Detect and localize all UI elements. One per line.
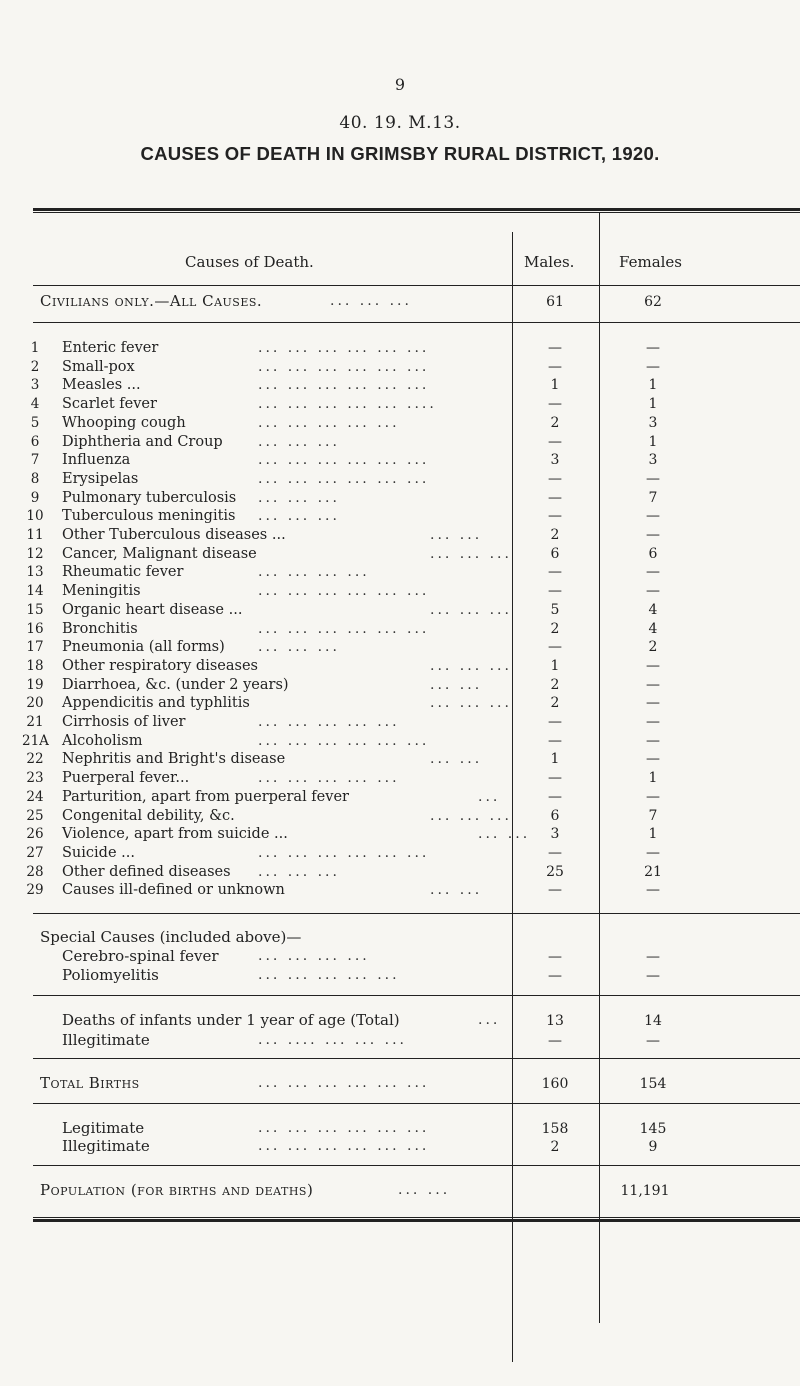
cause-leader: ... ... ...: [258, 639, 340, 655]
cause-number: 25: [26, 808, 44, 824]
cause-label: Scarlet fever: [62, 396, 157, 412]
cause-label: Diarrhoea, &c. (under 2 years): [62, 677, 289, 693]
cause-number: 13: [26, 564, 44, 580]
cause-leader: ... ...: [430, 882, 483, 898]
reference-code: 40. 19. M.13.: [339, 113, 461, 133]
infants-illegitimate-males: —: [548, 1033, 562, 1049]
cause-label: Nephritis and Bright's disease: [62, 751, 286, 767]
cause-leader: ... ... ... ... ... ...: [258, 340, 430, 356]
cause-males: 2: [550, 415, 560, 431]
cause-label: Parturition, apart from puerperal fever: [62, 789, 349, 805]
cause-males: —: [548, 396, 562, 412]
cause-males: 2: [550, 527, 560, 543]
cause-number: 27: [26, 845, 44, 861]
civilians-rule: [33, 322, 800, 323]
cause-label: Tuberculous meningitis: [62, 508, 236, 524]
cause-number: 28: [26, 864, 44, 880]
special-rule: [33, 995, 800, 996]
infants-total-males: 13: [546, 1013, 564, 1029]
cause-number: 8: [30, 471, 40, 487]
cause-males: 5: [550, 602, 560, 618]
cause-label: Cirrhosis of liver: [62, 714, 186, 730]
cause-leader: ... ... ... ... ... ...: [258, 377, 430, 393]
cause-leader: ... ...: [478, 826, 531, 842]
cause-label: Other respiratory diseases: [62, 658, 258, 674]
illegitimate-leader: ... ... ... ... ... ...: [258, 1138, 430, 1154]
cause-females: —: [646, 508, 660, 524]
total-births-females: 154: [639, 1076, 667, 1092]
page-number: 9: [394, 75, 406, 94]
cause-females: 4: [648, 621, 658, 637]
total-births-leader: ... ... ... ... ... ...: [258, 1075, 430, 1091]
cause-leader: ...: [478, 789, 501, 805]
cause-number: 19: [26, 677, 44, 693]
cause-label: Other defined diseases: [62, 864, 231, 880]
cause-leader: ... ... ... ... ... ...: [258, 845, 430, 861]
special-item-males: —: [548, 949, 562, 965]
cause-females: —: [646, 695, 660, 711]
cause-label: Meningitis: [62, 583, 141, 599]
cause-number: 20: [26, 695, 44, 711]
cause-females: —: [646, 882, 660, 898]
cause-females: —: [646, 789, 660, 805]
cause-females: 1: [648, 770, 658, 786]
legitimate-females: 145: [639, 1121, 667, 1137]
cause-label: Suicide ...: [62, 845, 135, 861]
cause-label: Diphtheria and Croup: [62, 434, 223, 450]
cause-females: —: [646, 564, 660, 580]
special-heading: Special Causes (included above)—: [40, 928, 302, 946]
cause-label: Measles ...: [62, 377, 141, 393]
cause-males: 1: [550, 751, 560, 767]
cause-leader: ... ... ...: [258, 508, 340, 524]
cause-females: 1: [648, 434, 658, 450]
header-rule: [33, 285, 800, 286]
cause-number: 5: [30, 415, 40, 431]
cause-females: 3: [648, 452, 658, 468]
infants-total-label: Deaths of infants under 1 year of age (Total): [62, 1011, 400, 1029]
cause-number: 18: [26, 658, 44, 674]
cause-males: 25: [546, 864, 564, 880]
infants-total-females: 14: [644, 1013, 662, 1029]
cause-number: 2: [30, 359, 40, 375]
cause-females: —: [646, 751, 660, 767]
births-rule: [33, 1103, 800, 1104]
cause-number: 11: [26, 527, 44, 543]
legitimate-label: Legitimate: [62, 1119, 145, 1137]
cause-number: 15: [26, 602, 44, 618]
cause-females: 1: [648, 396, 658, 412]
cause-number: 4: [30, 396, 40, 412]
causes-bottom-rule: [33, 913, 800, 914]
cause-leader: ... ... ... ... ... ...: [258, 471, 430, 487]
cause-label: Enteric fever: [62, 340, 159, 356]
cause-leader: ... ... ... ... ... ...: [258, 733, 430, 749]
cause-females: —: [646, 583, 660, 599]
infants-illegitimate-leader: ... .... ... ... ...: [258, 1032, 408, 1048]
cause-number: 26: [26, 826, 44, 842]
cause-males: 3: [550, 452, 560, 468]
cause-males: 2: [550, 677, 560, 693]
cause-males: —: [548, 714, 562, 730]
cause-females: —: [646, 714, 660, 730]
cause-females: —: [646, 471, 660, 487]
cause-males: —: [548, 471, 562, 487]
cause-label: Organic heart disease ...: [62, 602, 243, 618]
cause-males: 1: [550, 377, 560, 393]
special-item-label: Poliomyelitis: [62, 966, 159, 984]
cause-females: 6: [648, 546, 658, 562]
header-males: Males.: [524, 253, 575, 271]
cause-number: 22: [26, 751, 44, 767]
bottom-rule-thick: [33, 1219, 800, 1222]
header-females: Females: [619, 253, 683, 271]
population-label: Population (for births and deaths): [40, 1181, 314, 1199]
cause-leader: ... ... ...: [430, 546, 512, 562]
cause-label: Other Tuberculous diseases ...: [62, 527, 286, 543]
cause-females: 7: [648, 808, 658, 824]
cause-leader: ... ... ...: [430, 695, 512, 711]
illegitimate-males: 2: [550, 1139, 560, 1155]
cause-number: 29: [26, 882, 44, 898]
cause-females: —: [646, 733, 660, 749]
civilians-leader: ... ... ...: [330, 293, 412, 309]
cause-number: 1: [30, 340, 40, 356]
cause-number: 12: [26, 546, 44, 562]
total-births-label: Total Births: [40, 1074, 140, 1092]
cause-label: Alcoholism: [62, 733, 143, 749]
cause-number: 23: [26, 770, 44, 786]
cause-females: —: [646, 359, 660, 375]
special-item-females: —: [646, 949, 660, 965]
cause-males: —: [548, 789, 562, 805]
cause-leader: ... ... ... ... ...: [258, 770, 400, 786]
population-value: 11,191: [620, 1183, 670, 1199]
cause-females: 1: [648, 826, 658, 842]
cause-number: 10: [26, 508, 44, 524]
cause-leader: ... ... ...: [258, 434, 340, 450]
cause-males: —: [548, 508, 562, 524]
infants-total-leader: ...: [478, 1012, 501, 1028]
civilians-females: 62: [644, 294, 662, 310]
cause-label: Pneumonia (all forms): [62, 639, 225, 655]
cause-number: 16: [26, 621, 44, 637]
cause-label: Bronchitis: [62, 621, 138, 637]
cause-label: Rheumatic fever: [62, 564, 184, 580]
cause-leader: ... ... ... ... ... ...: [258, 452, 430, 468]
header-causes: Causes of Death.: [185, 253, 314, 271]
cause-males: —: [548, 434, 562, 450]
cause-label: Whooping cough: [62, 415, 186, 431]
cause-leader: ... ...: [430, 677, 483, 693]
cause-males: —: [548, 770, 562, 786]
cause-leader: ... ...: [430, 751, 483, 767]
population-leader: ... ...: [398, 1182, 451, 1198]
cause-label: Causes ill-defined or unknown: [62, 882, 285, 898]
civilians-label: Civilians only.—All Causes.: [40, 292, 263, 310]
cause-males: —: [548, 564, 562, 580]
civilians-males: 61: [546, 294, 564, 310]
cause-males: —: [548, 882, 562, 898]
cause-males: 2: [550, 695, 560, 711]
cause-leader: ... ... ... ... ...: [258, 714, 400, 730]
cause-leader: ... ...: [430, 527, 483, 543]
cause-females: —: [646, 658, 660, 674]
cause-number: 6: [30, 434, 40, 450]
infants-rule: [33, 1058, 800, 1059]
cause-leader: ... ... ... ...: [258, 564, 370, 580]
cause-number: 17: [26, 639, 44, 655]
col-divider-2: [599, 213, 600, 1323]
special-item-males: —: [548, 968, 562, 984]
cause-label: Puerperal fever...: [62, 770, 190, 786]
cause-males: —: [548, 733, 562, 749]
cause-females: —: [646, 845, 660, 861]
illegitimate-females: 9: [648, 1139, 658, 1155]
cause-females: —: [646, 677, 660, 693]
total-births-males: 160: [541, 1076, 569, 1092]
legitimate-leader: ... ... ... ... ... ...: [258, 1120, 430, 1136]
cause-label: Cancer, Malignant disease: [62, 546, 257, 562]
cause-males: 6: [550, 546, 560, 562]
cause-males: 2: [550, 621, 560, 637]
col-divider-1: [512, 232, 513, 1362]
cause-males: —: [548, 340, 562, 356]
cause-males: —: [548, 639, 562, 655]
legit-rule: [33, 1165, 800, 1166]
special-item-leader: ... ... ... ...: [258, 948, 370, 964]
illegitimate-label: Illegitimate: [62, 1137, 150, 1155]
cause-number: 21: [26, 714, 44, 730]
cause-females: 21: [644, 864, 662, 880]
top-rule-thick: [33, 208, 800, 211]
cause-label: Pulmonary tuberculosis: [62, 490, 237, 506]
cause-females: 1: [648, 377, 658, 393]
cause-females: 3: [648, 415, 658, 431]
cause-number: 24: [26, 789, 44, 805]
cause-label: Influenza: [62, 452, 131, 468]
cause-leader: ... ... ... ... ... ...: [258, 621, 430, 637]
cause-number: 3: [30, 377, 40, 393]
cause-leader: ... ... ... ... ... ....: [258, 396, 437, 412]
cause-label: Appendicitis and typhlitis: [62, 695, 250, 711]
bottom-rule-thin: [33, 1217, 800, 1218]
cause-leader: ... ... ...: [430, 658, 512, 674]
cause-males: —: [548, 359, 562, 375]
cause-females: —: [646, 527, 660, 543]
cause-males: —: [548, 490, 562, 506]
cause-females: 2: [648, 639, 658, 655]
cause-males: 6: [550, 808, 560, 824]
cause-females: —: [646, 340, 660, 356]
cause-leader: ... ... ...: [430, 602, 512, 618]
cause-males: 3: [550, 826, 560, 842]
legitimate-males: 158: [541, 1121, 569, 1137]
cause-leader: ... ... ...: [258, 864, 340, 880]
cause-number: 7: [30, 452, 40, 468]
cause-label: Erysipelas: [62, 471, 139, 487]
infants-illegitimate-label: Illegitimate: [62, 1031, 150, 1049]
special-item-females: —: [646, 968, 660, 984]
cause-leader: ... ... ... ... ... ...: [258, 583, 430, 599]
cause-females: 4: [648, 602, 658, 618]
cause-males: —: [548, 583, 562, 599]
special-item-label: Cerebro-spinal fever: [62, 947, 219, 965]
top-rule-thin: [33, 212, 800, 213]
cause-leader: ... ... ... ... ... ...: [258, 359, 430, 375]
cause-number: 9: [30, 490, 40, 506]
cause-leader: ... ... ... ... ...: [258, 415, 400, 431]
special-item-leader: ... ... ... ... ...: [258, 967, 400, 983]
cause-leader: ... ... ...: [430, 808, 512, 824]
cause-number: 14: [26, 583, 44, 599]
page-title: CAUSES OF DEATH IN GRIMSBY RURAL DISTRICT, 1920.: [140, 143, 660, 164]
cause-males: 1: [550, 658, 560, 674]
cause-label: Congenital debility, &c.: [62, 808, 235, 824]
cause-males: —: [548, 845, 562, 861]
cause-label: Violence, apart from suicide ...: [62, 826, 288, 842]
cause-females: 7: [648, 490, 658, 506]
cause-label: Small-pox: [62, 359, 135, 375]
cause-number: 21A: [22, 733, 49, 749]
infants-illegitimate-females: —: [646, 1033, 660, 1049]
cause-leader: ... ... ...: [258, 490, 340, 506]
